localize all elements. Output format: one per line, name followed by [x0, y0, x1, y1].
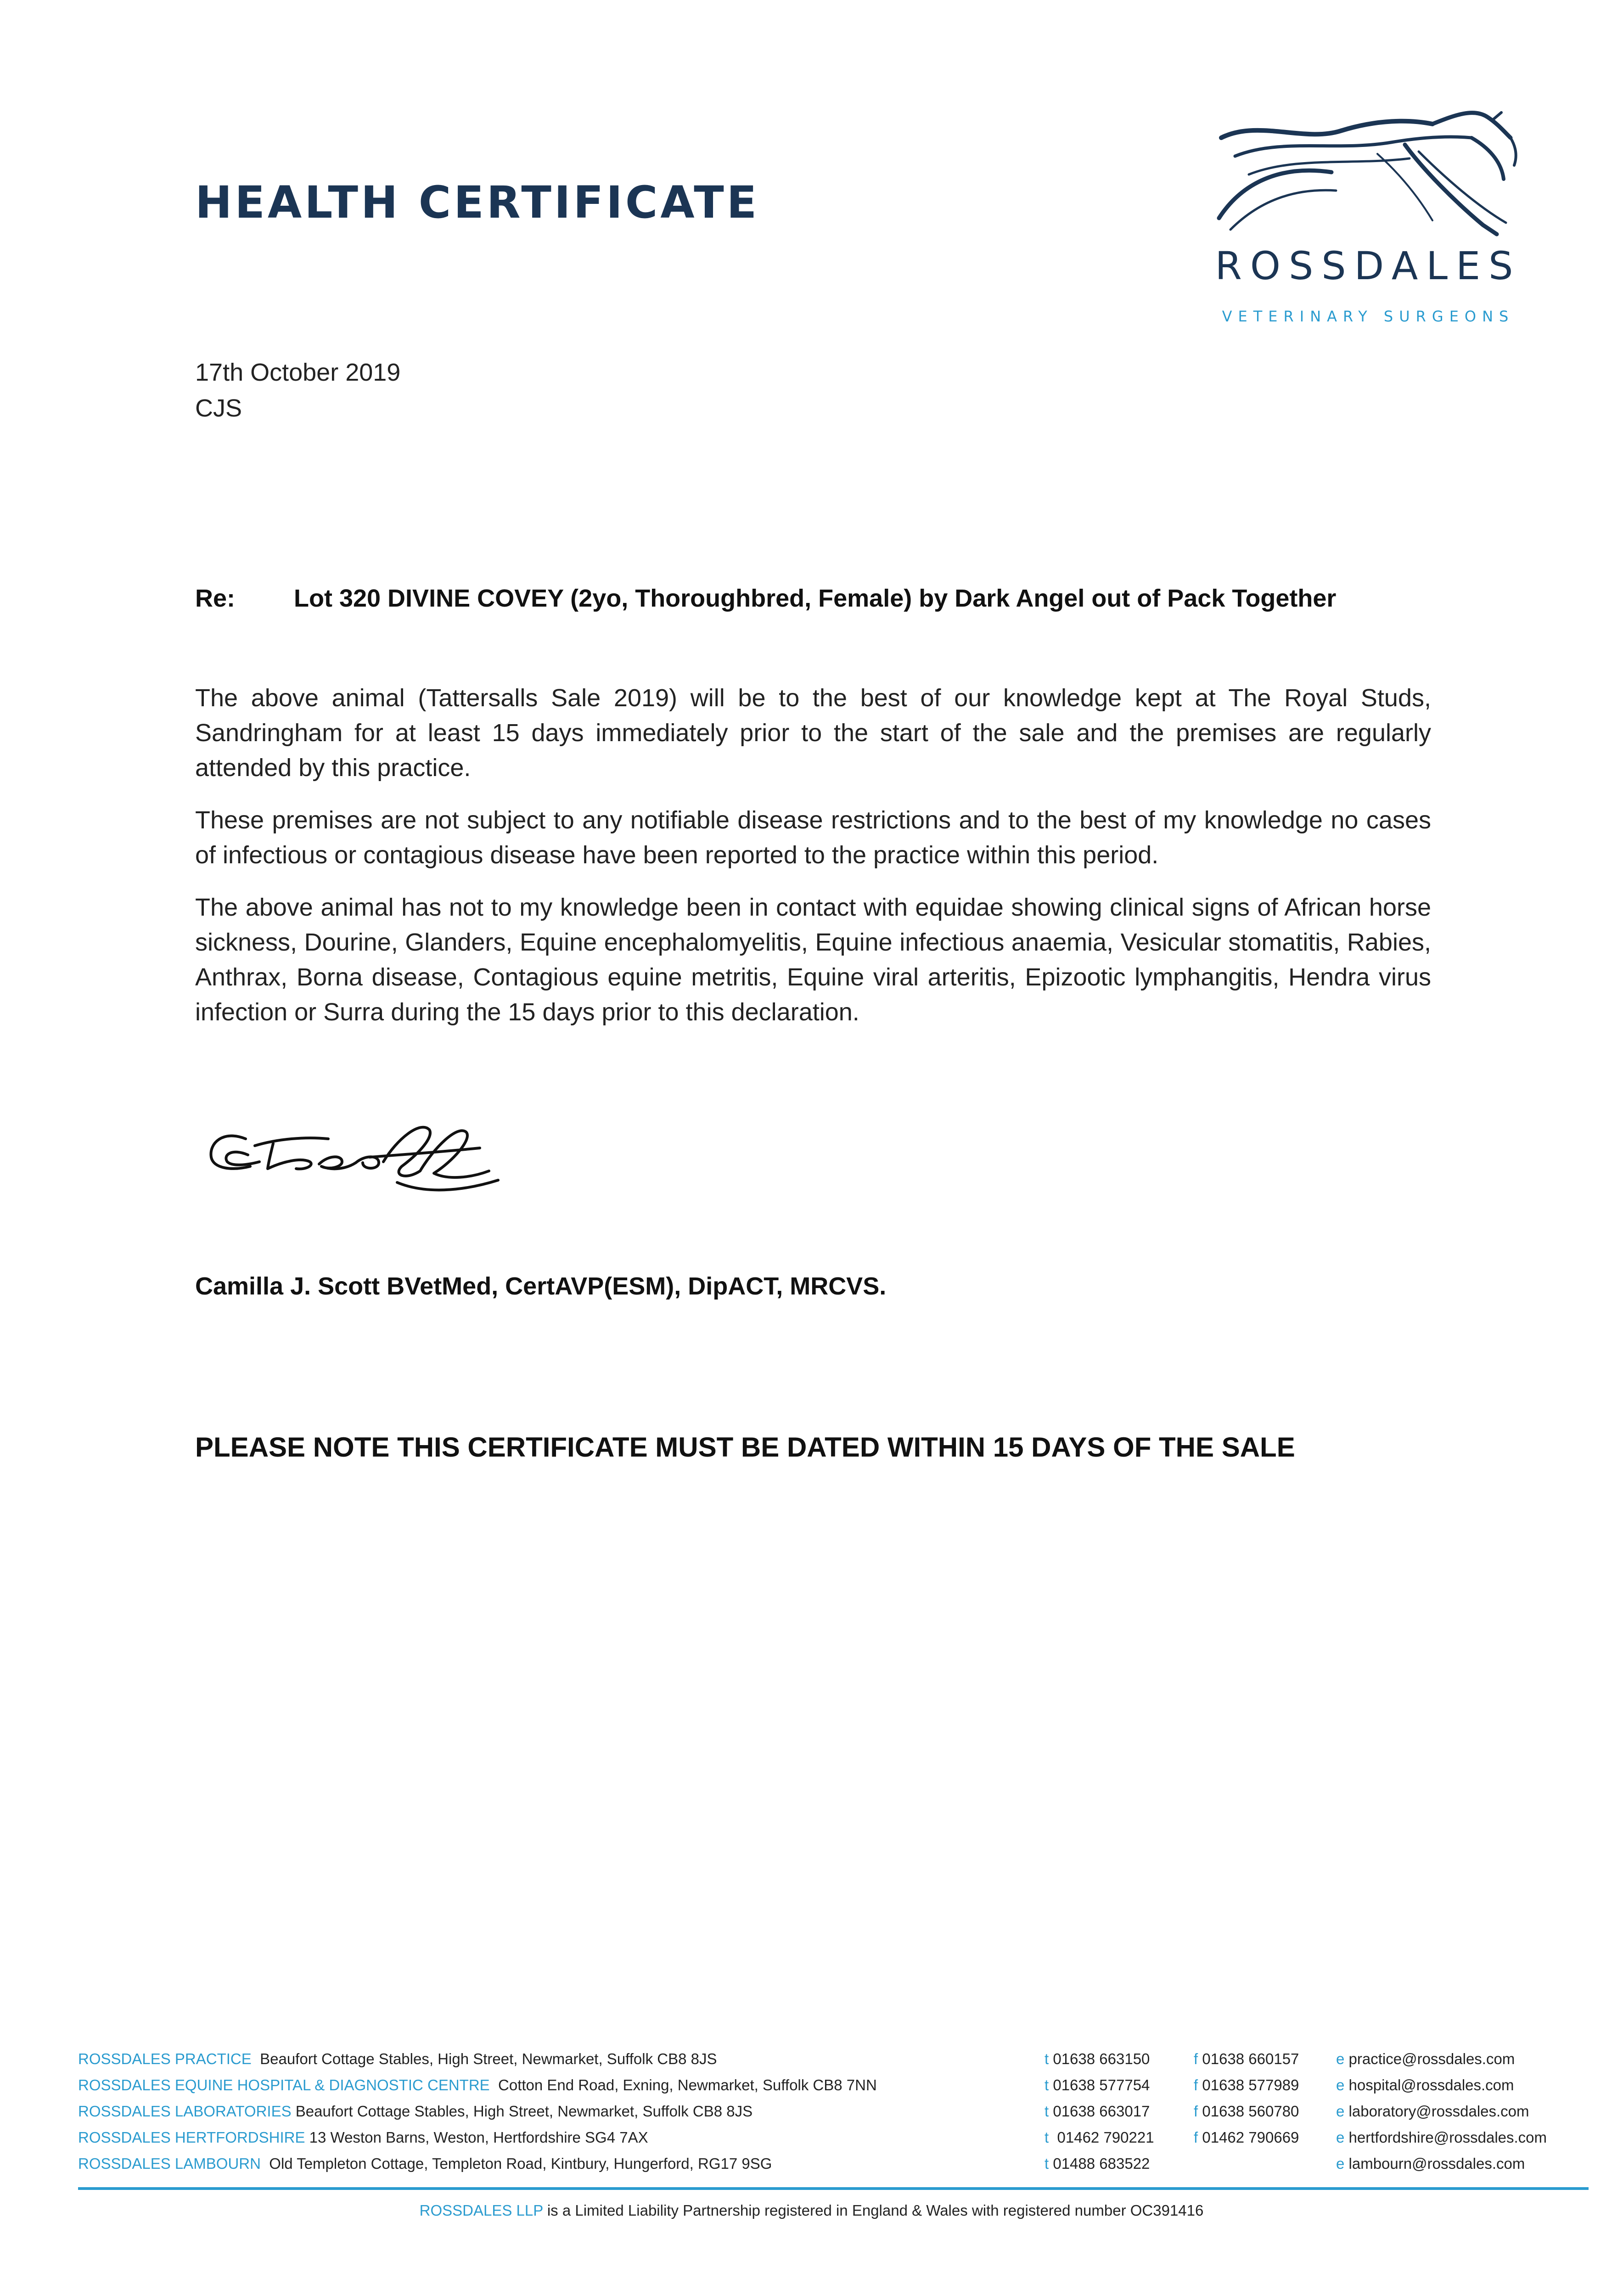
- page-title: HEALTH CERTIFICATE: [195, 177, 760, 228]
- document-meta: [195, 355, 400, 426]
- footer-email: laboratory@rossdales.com: [1348, 2103, 1529, 2120]
- footer-address: Beaufort Cottage Stables, High Street, Newmarket, Suffolk CB8 8JS: [260, 2050, 717, 2067]
- footer-divider: [78, 2187, 1589, 2190]
- body-paragraph: The above animal (Tattersalls Sale 2019) will be to the best of our knowledge kept at The Royal Studs, Sandringham for at least 15 days immediately prior to the start of the sale and the premises are regularly attended by this practice.: [195, 684, 1431, 782]
- subject-text: Lot 320 DIVINE COVEY (2yo, Thoroughbred, Female) by Dark Angel out of Pack Together: [294, 585, 1337, 612]
- body-paragraph: The above animal has not to my knowledge been in contact with equidae showing clinical signs of African horse sickness, Dourine, Glanders, Equine encephalomyelitis, Equine infectious anaemia, Vesicular stomatitis, Rabies, Anthrax, Borna disease, Contagious equine metritis, Equine viral arteritis, Epizootic lymphangitis, Hendra virus infection or Surra during the 15 days prior to this declaration.: [195, 894, 1431, 1026]
- telephone-label: t: [1045, 2155, 1049, 2172]
- footer-site-name: ROSSDALES LAMBOURN: [78, 2155, 261, 2172]
- telephone-label: t: [1045, 2050, 1049, 2067]
- footer-site-name: ROSSDALES EQUINE HOSPITAL & DIAGNOSTIC CENTRE: [78, 2077, 490, 2093]
- llp-registration: [0, 2202, 1623, 2219]
- document-reference: CJS: [195, 394, 242, 422]
- signer-name: Camilla J. Scott BVetMed, CertAVP(ESM), DipACT, MRCVS.: [195, 1272, 887, 1300]
- handwritten-signature-icon: [204, 1111, 507, 1203]
- footer-address: Beaufort Cottage Stables, High Street, Newmarket, Suffolk CB8 8JS: [295, 2103, 753, 2120]
- footer-site-name: ROSSDALES HERTFORDSHIRE: [78, 2129, 305, 2146]
- footer-email: hospital@rossdales.com: [1348, 2077, 1514, 2093]
- footer-row: [78, 2155, 1589, 2181]
- footer-row: [78, 2077, 1589, 2103]
- footer-fax: 01638 577989: [1202, 2077, 1299, 2093]
- body-paragraph: These premises are not subject to any notifiable disease restrictions and to the best of my knowledge no cases of infectious or contagious disease have been reported to the practice within this period.: [195, 806, 1431, 869]
- fax-label: f: [1194, 2050, 1198, 2067]
- footer-fax: 01638 560780: [1202, 2103, 1299, 2120]
- footer-email: lambourn@rossdales.com: [1348, 2155, 1525, 2172]
- footer-row: [78, 2050, 1589, 2077]
- footer-telephone: 01488 683522: [1053, 2155, 1150, 2172]
- footer-fax: 01462 790669: [1202, 2129, 1299, 2146]
- footer-row: [78, 2103, 1589, 2129]
- footer-telephone: 01638 663150: [1053, 2050, 1150, 2067]
- llp-text: is a Limited Liability Partnership registered in England & Wales with registered number OC391416: [547, 2202, 1204, 2219]
- rossdales-logo: [1212, 110, 1524, 340]
- footer-telephone: 01638 663017: [1053, 2103, 1150, 2120]
- footer-email: practice@rossdales.com: [1348, 2050, 1515, 2067]
- telephone-label: t: [1045, 2077, 1049, 2093]
- dating-note: PLEASE NOTE THIS CERTIFICATE MUST BE DATED WITHIN 15 DAYS OF THE SALE: [195, 1432, 1295, 1463]
- email-label: e: [1336, 2129, 1345, 2146]
- subject-line: [195, 584, 1336, 613]
- footer-site-name: ROSSDALES LABORATORIES: [78, 2103, 292, 2120]
- document-date: 17th October 2019: [195, 359, 401, 386]
- footer-address: Cotton End Road, Exning, Newmarket, Suffolk CB8 7NN: [498, 2077, 877, 2093]
- telephone-label: t: [1045, 2129, 1049, 2146]
- footer-site-name: ROSSDALES PRACTICE: [78, 2050, 252, 2067]
- email-label: e: [1336, 2155, 1345, 2172]
- footer-email: hertfordshire@rossdales.com: [1348, 2129, 1547, 2146]
- fax-label: f: [1194, 2077, 1198, 2093]
- footer-telephone: 01638 577754: [1053, 2077, 1150, 2093]
- footer-contacts: [78, 2050, 1589, 2181]
- footer-telephone: 01462 790221: [1057, 2129, 1154, 2146]
- logo-subtitle: VETERINARY SURGEONS: [1222, 308, 1515, 325]
- llp-name: ROSSDALES LLP: [419, 2202, 543, 2219]
- footer-row: [78, 2129, 1589, 2155]
- email-label: e: [1336, 2103, 1345, 2120]
- fax-label: f: [1194, 2103, 1198, 2120]
- telephone-label: t: [1045, 2103, 1049, 2120]
- certificate-body: [195, 681, 1431, 1047]
- fax-label: f: [1194, 2129, 1198, 2146]
- subject-label: Re:: [195, 585, 236, 612]
- galloping-horse-icon: [1217, 110, 1520, 243]
- footer-address: 13 Weston Barns, Weston, Hertfordshire SG4 7AX: [309, 2129, 648, 2146]
- email-label: e: [1336, 2077, 1345, 2093]
- email-label: e: [1336, 2050, 1345, 2067]
- logo-name: ROSSDALES: [1215, 243, 1522, 288]
- footer-address: Old Templeton Cottage, Templeton Road, Kintbury, Hungerford, RG17 9SG: [269, 2155, 772, 2172]
- footer-fax: 01638 660157: [1202, 2050, 1299, 2067]
